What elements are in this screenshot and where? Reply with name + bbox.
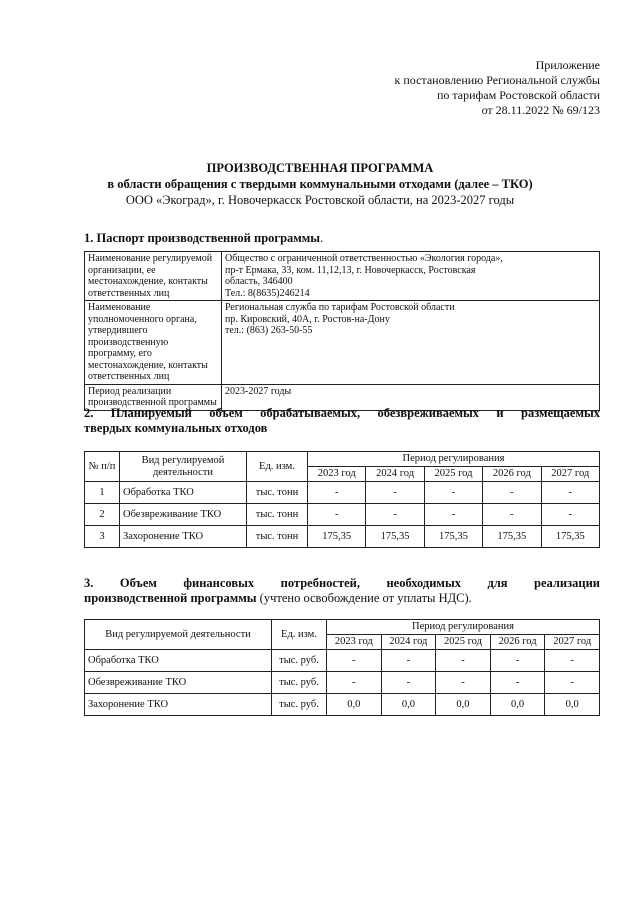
- col-period-header: Период регулирования: [327, 620, 600, 635]
- table-header-row: [85, 620, 600, 635]
- title-line: ООО «Экоград», г. Новочеркасск Ростовской области, на 2023-2027 годы: [125, 193, 515, 207]
- section3-heading-line1: 3. Объем финансовых потребностей, необходимых для реализации: [84, 576, 600, 590]
- row-value: -: [541, 482, 599, 504]
- row-value: -: [381, 672, 436, 694]
- row-activity: Захоронение ТКО: [85, 694, 272, 716]
- row-value: 0,0: [490, 694, 545, 716]
- col-period-header: Период регулирования: [308, 452, 600, 467]
- finance-table: [84, 619, 600, 716]
- passport-label: Наименование регулируемой организации, ее местонахождение, контакты ответственных лиц: [85, 252, 222, 301]
- col-unit-header: Ед. изм.: [272, 620, 327, 650]
- appendix-line: от 28.11.2022 № 69/123: [481, 103, 600, 117]
- row-value: 175,35: [308, 526, 366, 548]
- table-row: [85, 650, 600, 672]
- passport-value: [222, 301, 600, 385]
- col-activity-header: Вид регулируемой деятельности: [85, 620, 272, 650]
- row-value: 175,35: [483, 526, 541, 548]
- volume-table: [84, 451, 600, 548]
- passport-table: [84, 251, 600, 411]
- year-header: 2027 год: [545, 635, 600, 650]
- row-no: 1: [85, 482, 120, 504]
- row-value: -: [483, 504, 541, 526]
- value-line: Региональная служба по тарифам Ростовской области: [225, 302, 455, 313]
- row-value: -: [366, 482, 424, 504]
- title-line: ПРОИЗВОДСТВЕННАЯ ПРОГРАММА: [206, 161, 434, 175]
- row-value: 175,35: [424, 526, 482, 548]
- row-value: 175,35: [366, 526, 424, 548]
- row-no: 2: [85, 504, 120, 526]
- row-value: -: [545, 672, 600, 694]
- passport-label: Период реализации производственной программы: [85, 384, 222, 410]
- row-value: -: [424, 504, 482, 526]
- table-row: [85, 672, 600, 694]
- section2-heading-line2: твердых коммунальных отходов: [84, 421, 268, 435]
- row-value: -: [424, 482, 482, 504]
- row-value: -: [436, 650, 491, 672]
- row-activity: Обезвреживание ТКО: [120, 504, 247, 526]
- passport-label: Наименование уполномоченного органа, утвердившего производственную программу, его местонахождение, контакты ответственных лиц: [85, 301, 222, 385]
- row-value: -: [490, 650, 545, 672]
- row-value: -: [490, 672, 545, 694]
- row-unit: тыс. тонн: [247, 482, 308, 504]
- row-value: 0,0: [327, 694, 382, 716]
- year-header: 2026 год: [483, 467, 541, 482]
- table-header-row: [85, 452, 600, 467]
- col-activity-header: Вид регулируемой деятельности: [120, 452, 247, 482]
- row-value: -: [327, 650, 382, 672]
- year-header: 2024 год: [366, 467, 424, 482]
- row-value: 0,0: [436, 694, 491, 716]
- table-row: [85, 252, 600, 301]
- appendix-block: [395, 58, 600, 118]
- value-line: область, 346400: [225, 276, 293, 287]
- section3-heading-rest: (учтено освобождение от уплаты НДС).: [256, 591, 472, 605]
- row-unit: тыс. руб.: [272, 650, 327, 672]
- row-value: -: [436, 672, 491, 694]
- row-value: -: [308, 504, 366, 526]
- section3-heading-bold: производственной программы: [84, 591, 257, 605]
- col-unit-header: Ед. изм.: [247, 452, 308, 482]
- table-row: [85, 526, 600, 548]
- table-row: [85, 504, 600, 526]
- section1-heading: [84, 230, 600, 246]
- year-header: 2023 год: [308, 467, 366, 482]
- year-header: 2023 год: [327, 635, 382, 650]
- value-line: пр-т Ермака, 33, ком. 11,12,13, г. Новочеркасск, Ростовская: [225, 264, 476, 276]
- value-line: пр. Кировский, 40А, г. Ростов-на-Дону: [225, 313, 390, 325]
- passport-value: [222, 252, 600, 301]
- row-value: 175,35: [541, 526, 599, 548]
- row-unit: тыс. руб.: [272, 694, 327, 716]
- value-line: 2023-2027 годы: [225, 385, 292, 397]
- section1-heading-text: 1. Паспорт производственной программы: [84, 231, 321, 245]
- row-no: 3: [85, 526, 120, 548]
- section2-heading-line1: 2. Планируемый объем обрабатываемых, обезвреживаемых и размещаемых: [84, 406, 600, 420]
- row-unit: тыс. тонн: [247, 504, 308, 526]
- table-row: [85, 301, 600, 385]
- table-row: [85, 694, 600, 716]
- row-value: 0,0: [381, 694, 436, 716]
- appendix-line: к постановлению Региональной службы: [394, 73, 600, 87]
- row-activity: Обработка ТКО: [120, 482, 247, 504]
- row-value: -: [366, 504, 424, 526]
- row-unit: тыс. руб.: [272, 672, 327, 694]
- row-value: -: [545, 650, 600, 672]
- document-title: [40, 160, 600, 208]
- row-activity: Обработка ТКО: [85, 650, 272, 672]
- title-line: в области обращения с твердыми коммунальными отходами (далее – ТКО): [107, 177, 533, 191]
- row-activity: Захоронение ТКО: [120, 526, 247, 548]
- row-value: -: [483, 482, 541, 504]
- year-header: 2025 год: [436, 635, 491, 650]
- section1-heading-dot: .: [320, 231, 324, 245]
- table-row: [85, 482, 600, 504]
- appendix-line: Приложение: [535, 58, 600, 72]
- row-value: -: [541, 504, 599, 526]
- row-activity: Обезвреживание ТКО: [85, 672, 272, 694]
- year-header: 2024 год: [381, 635, 436, 650]
- row-value: -: [381, 650, 436, 672]
- section3-heading-line2: [84, 590, 600, 606]
- appendix-line: по тарифам Ростовской области: [436, 88, 600, 102]
- year-header: 2026 год: [490, 635, 545, 650]
- value-line: тел.: (863) 263-50-55: [225, 325, 313, 336]
- col-no-header: № п/п: [85, 452, 120, 482]
- row-value: -: [308, 482, 366, 504]
- row-value: 0,0: [545, 694, 600, 716]
- row-value: -: [327, 672, 382, 694]
- year-header: 2027 год: [541, 467, 599, 482]
- value-line: Общество с ограниченной ответственностью «Экология города»,: [225, 253, 503, 264]
- value-line: Тел.: 8(8635)246214: [225, 287, 310, 299]
- year-header: 2025 год: [424, 467, 482, 482]
- row-unit: тыс. тонн: [247, 526, 308, 548]
